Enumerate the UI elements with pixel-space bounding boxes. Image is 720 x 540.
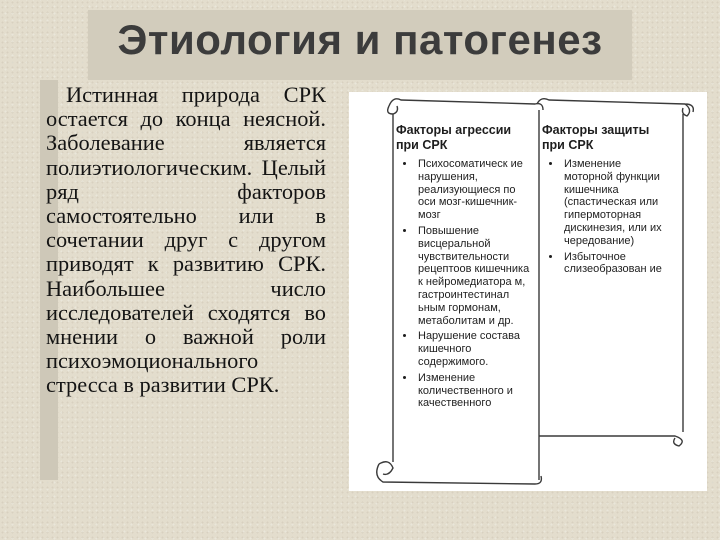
list-item: • Изменение моторной функции кишечника (спастическая или гипермоторная дискинезия, или их чередование) — [562, 158, 670, 248]
list-item: • Избыточное слизеобразован ие — [562, 251, 670, 277]
protection-factors-column — [542, 123, 670, 279]
scroll-figure — [349, 92, 707, 491]
left-scroll-top-roll — [388, 106, 398, 114]
list-item: • Нарушение состава кишечного содержимого. — [416, 330, 534, 368]
slide-title: Этиология и патогенез — [117, 16, 603, 63]
aggression-heading: Факторы агрессии при СРК — [396, 123, 512, 152]
left-scroll-bottom-curl — [377, 464, 542, 484]
list-item: • Изменение количественного и качественного — [416, 372, 534, 410]
body-paragraph: Истинная природа СРК остается до конца неясной. Заболевание является полиэтиологическим. Целый ряд факторов самостоятельно или в сочетании друг с другом приводят к развитию СРК. Наибольшее число исследователей сходятся во мнении о важной роли психоэмоционального стресса в развитии СРК. — [46, 82, 326, 398]
right-scroll-top-curl — [537, 99, 693, 112]
protection-list — [542, 158, 670, 276]
aggression-list — [396, 158, 534, 410]
protection-heading: Факторы защиты при СРК — [542, 123, 650, 152]
aggression-factors-column — [396, 123, 534, 413]
list-item: • Психосоматическ ие нарушения, реализующиеся по оси мозг-кишечник-мозг — [416, 158, 534, 222]
left-scroll-top-curl — [389, 99, 543, 110]
list-item: • Повышение висцеральной чувствительности рецептоов кишечника к нейромедиатора м, гастроинтестинал ьным гормонам, метаболитам и др. — [416, 225, 534, 327]
right-scroll-bottom-curl — [539, 436, 682, 446]
left-scroll-bottom-roll — [379, 462, 393, 475]
